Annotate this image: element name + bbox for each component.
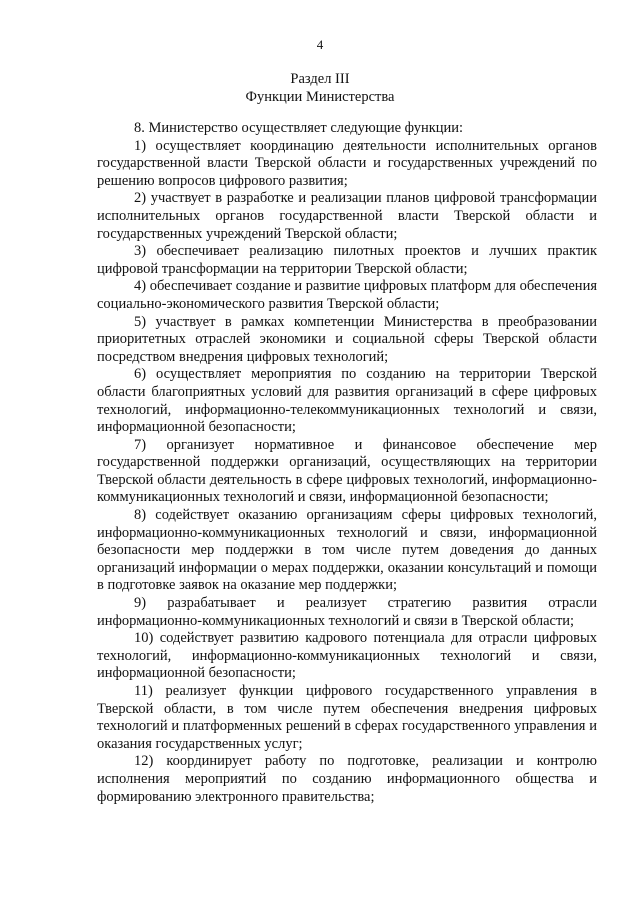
section-subtitle: Функции Министерства bbox=[245, 89, 395, 105]
list-item: 1) осуществляет координацию деятельности исполнительных органов государственной власти Тверской области и государственных учреждений по решению вопросов цифрового развития; bbox=[97, 137, 597, 189]
list-item: 3) обеспечивает реализацию пилотных проектов и лучших практик цифровой трансформации на территории Тверской области; bbox=[97, 243, 597, 277]
document-body bbox=[97, 120, 597, 806]
functions-intro: 8. Министерство осуществляет следующие функции: bbox=[134, 120, 464, 136]
list-item: 2) участвует в разработке и реализации планов цифровой трансформации исполнительных органов государственной власти Тверской области и государственных учреждений Тверской области; bbox=[97, 190, 597, 242]
section-title: Раздел III bbox=[290, 71, 350, 87]
list-item: 9) разрабатывает и реализует стратегию развития отрасли информационно-коммуникационных технологий и связи в Тверской области; bbox=[97, 595, 597, 629]
list-item: 7) организует нормативное и финансовое обеспечение мер государственной поддержки организаций, осуществляющих на территории Тверской области деятельность в сфере цифровых технологий, информационно-коммуникационных технологий и связи, информационной безопасности; bbox=[97, 436, 597, 506]
list-item: 6) осуществляет мероприятия по созданию на территории Тверской области благоприятных условий для развития организаций в сфере цифровых технологий, информационно-телекоммуникационных технологий и связи, информационной безопасности; bbox=[97, 366, 597, 436]
list-item: 8) содействует оказанию организациям сферы цифровых технологий, информационно-коммуникационных технологий и связи, информационной безопасности мер поддержки в том числе путем доведения до данных организаций информации о мерах поддержки, оказании консультаций и помощи в подготовке заявок на оказание мер поддержки; bbox=[97, 507, 597, 594]
list-item: 10) содействует развитию кадрового потенциала для отрасли цифровых технологий, информационно-коммуникационных технологий и связи, информационной безопасности; bbox=[97, 630, 597, 682]
list-item: 12) координирует работу по подготовке, реализации и контролю исполнения мероприятий по созданию информационного общества и формированию электронного правительства; bbox=[97, 753, 597, 805]
list-item: 5) участвует в рамках компетенции Министерства в преобразовании приоритетных отраслей экономики и социальной сферы Тверской области посредством внедрения цифровых технологий; bbox=[97, 313, 597, 365]
list-item: 4) обеспечивает создание и развитие цифровых платформ для обеспечения социально-экономического развития Тверской области; bbox=[97, 278, 597, 312]
list-item: 11) реализует функции цифрового государственного управления в Тверской области, в том числе путем обеспечения внедрения цифровых технологий и платформенных решений в сферах государственного управления и оказания государственных услуг; bbox=[97, 683, 597, 752]
section-header bbox=[0, 70, 640, 106]
page-number: 4 bbox=[316, 37, 324, 52]
